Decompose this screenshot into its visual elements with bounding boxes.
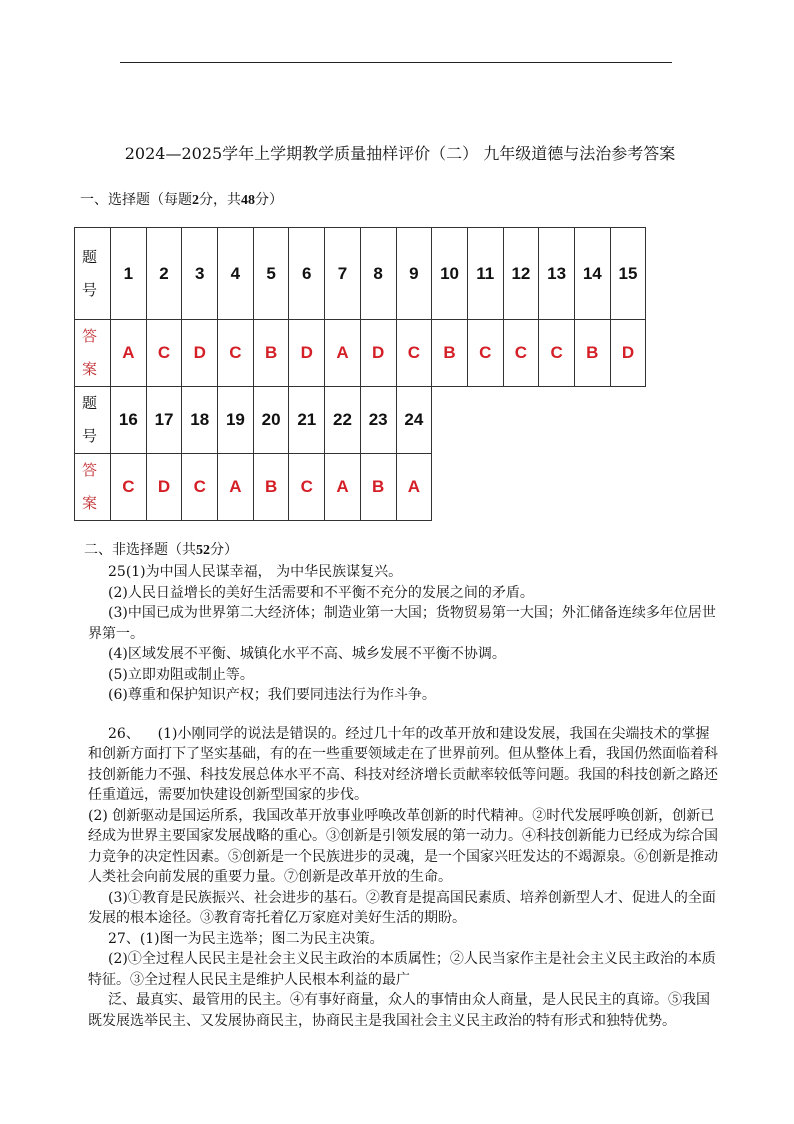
blank-cell (432, 454, 646, 521)
question-number: 4 (218, 228, 254, 320)
table-row (75, 454, 646, 521)
q25-line: (2)人民日益增长的美好生活需要和不平衡不充分的发展之间的矛盾。 (108, 584, 534, 601)
question-number: 8 (360, 228, 396, 320)
answer-cell: C (182, 454, 218, 521)
section-nonchoice-heading: 二、非选择题（共52分） (84, 542, 238, 558)
question-number: 21 (289, 387, 325, 454)
answer-cell: C (289, 454, 325, 521)
answer-cell: A (218, 454, 254, 521)
answer-cell: C (396, 320, 432, 387)
q27-line: 泛、最真实、最管用的民主。④有事好商量，众人的事情由众人商量，是人民民主的真谛。⑤我国既发展选举民主、又发展协商民主，协商民主是我国社会主义民主政治的特有形式和独特优势。 (88, 992, 710, 1029)
q27-line: 27、(1)图一为民主选举；图二为民主决策。 (108, 930, 384, 947)
answer-cell: C (146, 320, 182, 387)
question-number: 11 (467, 228, 503, 320)
question-number: 12 (503, 228, 539, 320)
question-number: 20 (253, 387, 289, 454)
answer-cell: D (146, 454, 182, 521)
answer-cell: A (111, 320, 147, 387)
question-number: 2 (146, 228, 182, 320)
answer-cell: B (253, 320, 289, 387)
answer-cell: A (325, 454, 361, 521)
answer-cell: C (467, 320, 503, 387)
q26-paragraph: (3)①教育是民族振兴、社会进步的基石。②教育是提高国民素质、培养创新型人才、促进人的全面发展的根本途径。③教育寄托着亿万家庭对美好生活的期盼。 (88, 889, 716, 926)
question-number: 1 (111, 228, 147, 320)
table-row (75, 387, 646, 454)
page-title: 2024—2025学年上学期教学质量抽样评价（二） 九年级道德与法治参考答案 (124, 144, 676, 163)
question-number: 19 (218, 387, 254, 454)
answer-cell: B (360, 454, 396, 521)
question-number: 23 (360, 387, 396, 454)
question-number: 22 (325, 387, 361, 454)
question-number-label: 题号 (75, 387, 111, 454)
answer-table (74, 227, 646, 521)
question-number: 17 (146, 387, 182, 454)
question-number: 16 (111, 387, 147, 454)
answer-body (88, 562, 720, 1031)
answer-cell: B (574, 320, 610, 387)
answer-label: 答案 (75, 320, 111, 387)
answer-cell: A (396, 454, 432, 521)
answer-cell: C (218, 320, 254, 387)
answer-cell: D (610, 320, 646, 387)
q25-line: (3)中国已成为世界第二大经济体；制造业第一大国；货物贸易第一大国；外汇储备连续多年位居世界第一。 (88, 605, 716, 642)
question-number: 18 (182, 387, 218, 454)
answer-cell: C (539, 320, 575, 387)
q25-line: 25(1)为中国人民谋幸福， 为中华民族谋复兴。 (108, 564, 403, 580)
q27-line: (2)①全过程人民民主是社会主义民主政治的本质属性；②人民当家作主是社会主义民主政治的本质特征。③全过程人民民主是维护人民根本利益的最广 (88, 951, 716, 988)
answer-cell: B (432, 320, 468, 387)
question-number: 24 (396, 387, 432, 454)
question-number: 14 (574, 228, 610, 320)
question-number: 3 (182, 228, 218, 320)
table-row (75, 228, 646, 320)
q25-line: (4)区域发展不平衡、城镇化水平不高、城乡发展不平衡不协调。 (108, 646, 506, 662)
question-number: 10 (432, 228, 468, 320)
question-number: 5 (253, 228, 289, 320)
table-row (75, 320, 646, 387)
header-rule (120, 62, 672, 63)
blank-cell (432, 387, 646, 454)
question-number: 7 (325, 228, 361, 320)
q26-paragraph: (2) 创新驱动是国运所系，我国改革开放事业呼唤改革创新的时代精神。②时代发展呼唤创新，创新已经成为世界主要国家发展战略的重心。③创新是引领发展的第一动力。④科技创新能力已经成为综合国力竞争的决定性因素。⑤创新是一个民族进步的灵魂，是一个国家兴旺发达的不竭源泉。⑥创新是推动人类社会向前发展的重要力量。⑦创新是改革开放的生命。 (88, 807, 718, 885)
answer-cell: D (289, 320, 325, 387)
q25-line: (5)立即劝阻或制止等。 (108, 666, 254, 683)
answer-cell: D (182, 320, 218, 387)
question-number: 9 (396, 228, 432, 320)
answer-cell: C (503, 320, 539, 387)
q26-paragraph: 26、 (1)小刚同学的说法是错误的。经过几十年的改革开放和建设发展，我国在尖端技术的掌握和创新方面打下了坚实基础，有的在一些重要领域走在了世界前列。但从整体上看，我国仍然面临着科技创新能力不强、科技发展总体水平不高、科技对经济增长贡献率较低等问题。我国的科技创新之路还任重道远，需要加快建设创新型国家的步伐。 (88, 725, 718, 803)
question-number: 6 (289, 228, 325, 320)
answer-cell: A (325, 320, 361, 387)
question-number-label: 题号 (75, 228, 111, 320)
question-number: 13 (539, 228, 575, 320)
section-choice-heading: 一、选择题（每题2分，共48分） (80, 192, 283, 208)
answer-cell: D (360, 320, 396, 387)
question-number: 15 (610, 228, 646, 320)
answer-cell: C (111, 454, 147, 521)
q25-line: (6)尊重和保护知识产权；我们要同违法行为作斗争。 (108, 687, 436, 703)
answer-cell: B (253, 454, 289, 521)
answer-label: 答案 (75, 454, 111, 521)
